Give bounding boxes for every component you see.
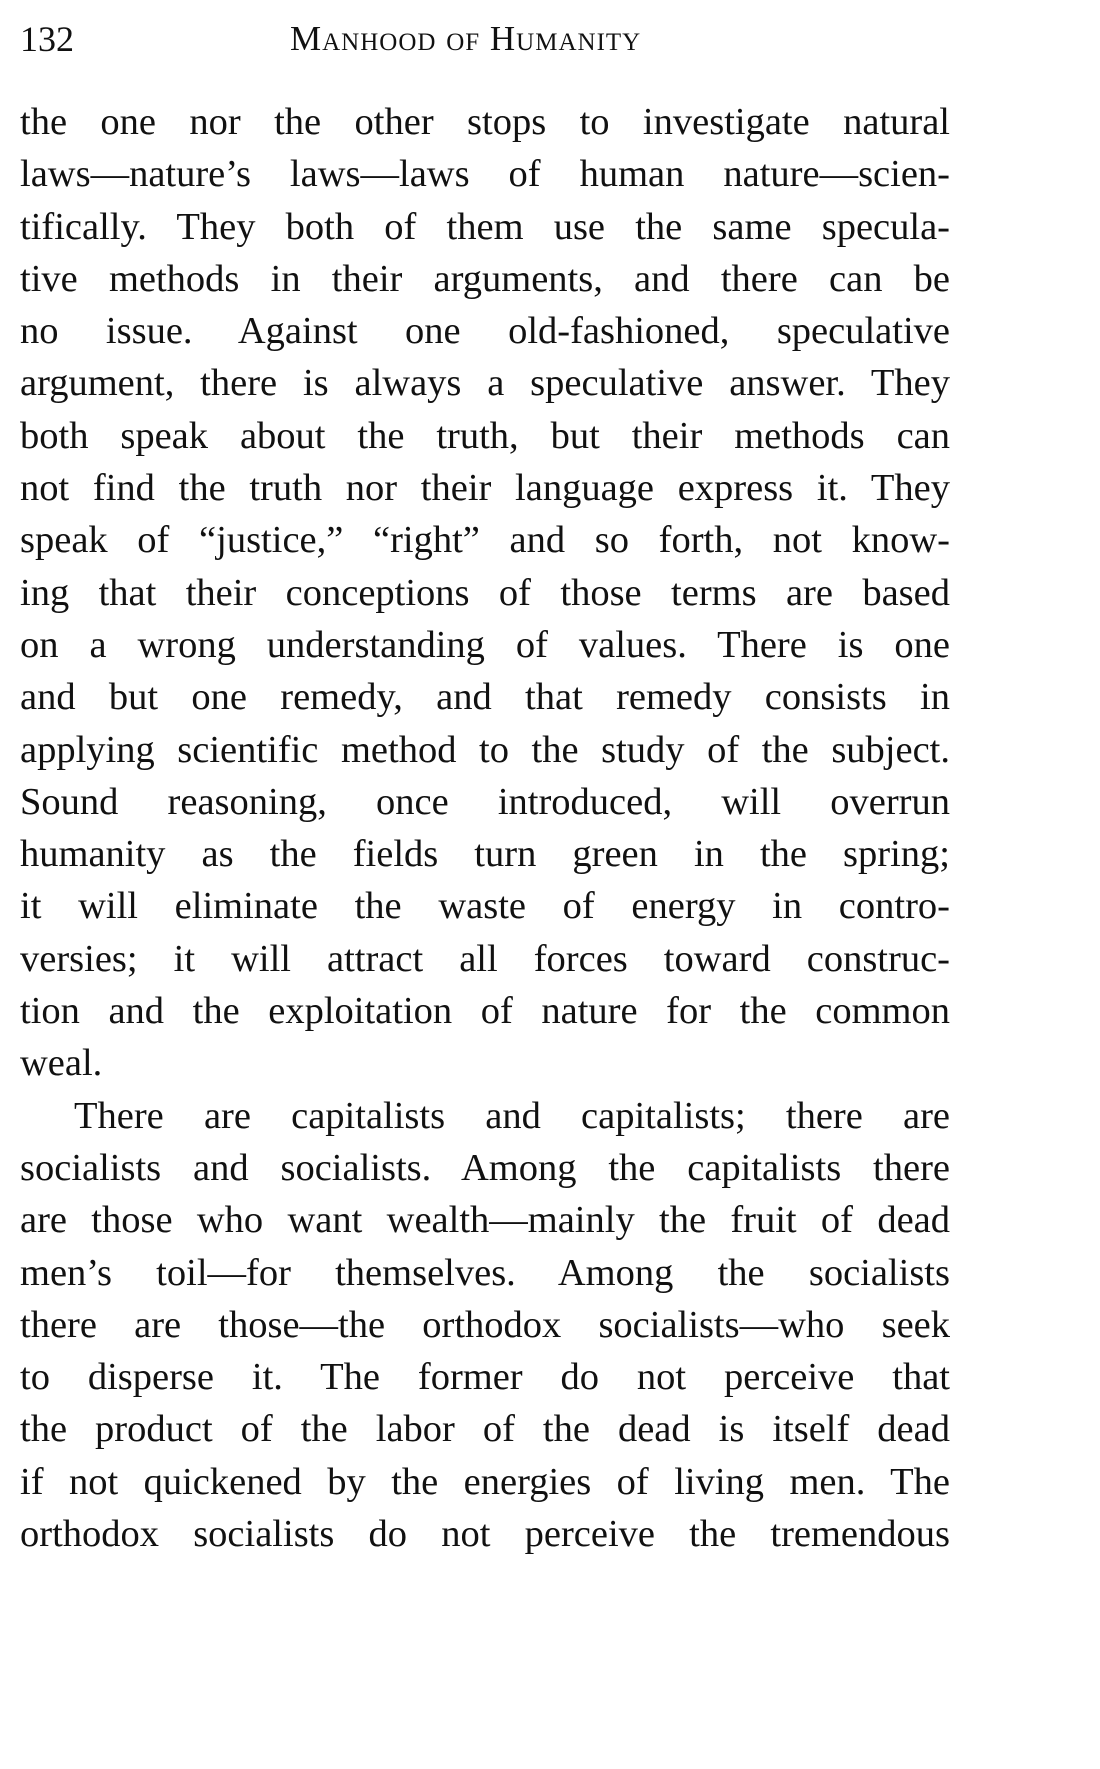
- text-line: applying scientific method to the study of the subject.: [20, 728, 950, 771]
- text-line: not find the truth nor their language express it. They: [20, 467, 950, 510]
- text-line: are those who want wealth—mainly the fruit of dead: [20, 1199, 950, 1242]
- text-line: argument, there is always a speculative answer. They: [20, 362, 950, 405]
- text-line: socialists and socialists. Among the capitalists there: [20, 1146, 950, 1189]
- text-line: tifically. They both of them use the same specula-: [20, 205, 950, 248]
- text-line: versies; it will attract all forces toward construc-: [20, 937, 950, 980]
- text-line: no issue. Against one old-fashioned, speculative: [20, 310, 950, 353]
- paragraph-2: [20, 1090, 950, 1561]
- text-line: men’s toil—for themselves. Among the socialists: [20, 1251, 950, 1294]
- text-line: weal.: [20, 1042, 103, 1085]
- text-line: to disperse it. The former do not perceive that: [20, 1356, 950, 1399]
- page-header: [20, 14, 790, 64]
- text-line: on a wrong understanding of values. There is one: [20, 623, 950, 666]
- text-line: it will eliminate the waste of energy in contro-: [20, 885, 950, 928]
- text-line: Sound reasoning, once introduced, will overrun: [20, 780, 950, 823]
- body-text: [20, 96, 950, 1560]
- text-line: humanity as the fields turn green in the spring;: [20, 833, 950, 876]
- text-line: the one nor the other stops to investigate natural: [20, 101, 950, 143]
- running-head: Manhood of Humanity: [290, 19, 642, 58]
- text-line: There are capitalists and capitalists; there are: [74, 1094, 950, 1137]
- text-line: ing that their conceptions of those terms are based: [20, 571, 950, 614]
- text-line: speak of “justice,” “right” and so forth, not know-: [20, 519, 950, 562]
- text-line: there are those—the orthodox socialists—who seek: [20, 1303, 950, 1346]
- text-line: tive methods in their arguments, and there can be: [20, 257, 950, 300]
- paragraph-1: [20, 96, 950, 1090]
- page-number: 132: [20, 19, 74, 59]
- text-line: laws—nature’s laws—laws of human nature—scien-: [20, 153, 950, 196]
- text-line: and but one remedy, and that remedy consists in: [20, 676, 950, 719]
- text-line: orthodox socialists do not perceive the tremendous: [20, 1513, 950, 1556]
- text-line: if not quickened by the energies of living men. The: [20, 1460, 950, 1503]
- text-line: both speak about the truth, but their methods can: [20, 414, 950, 457]
- text-line: the product of the labor of the dead is itself dead: [20, 1408, 950, 1451]
- text-line: tion and the exploitation of nature for the common: [20, 990, 950, 1033]
